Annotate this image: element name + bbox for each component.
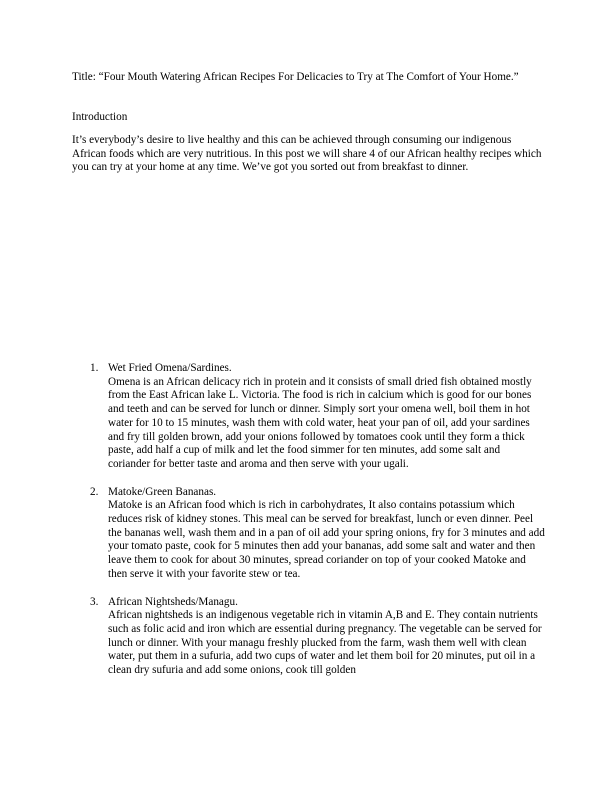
recipe-name: Matoke/Green Bananas.: [108, 485, 217, 498]
recipe-number: 2.: [90, 485, 99, 498]
recipe-description: Matoke is an African food which is rich in carbohydrates, It also contains potassium which reduces risk of kidney stones. This meal can be served for breakfast, lunch or even dinner. Peel the bananas well, wash them and in a pan of oil add your spring onions, fry for 3 minutes and add your tomato paste, cook for 5 minutes then add your bananas, add some salt and water and then leave them to cook for about 30 minutes, spread coriander on top of your cooked Matoke and then serve it with your favorite stew or tea.: [108, 499, 545, 580]
recipe-list: [90, 362, 545, 692]
recipe-item-omena: [90, 362, 545, 472]
recipe-name: African Nightsheds/Managu.: [108, 595, 238, 608]
introduction-paragraph: It’s everybody’s desire to live healthy and this can be achieved through consuming our indigenous African foods which are very nutritious. In this post we will share 4 of our African healthy recipes which you can try at your home at any time. We’ve got you sorted out from breakfast to dinner.: [72, 134, 542, 174]
recipe-description: African nightsheds is an indigenous vegetable rich in vitamin A,B and E. They contain nutrients such as folic acid and iron which are essential during pregnancy. The vegetable can be served for lunch or dinner. With your managu freshly plucked from the farm, wash them well with clean water, put them in a sufuria, add two cups of water and let them boil for 20 minutes, put oil in a clean dry sufuria and add some onions, cook till golden: [108, 609, 542, 677]
recipe-item-managu: [90, 596, 545, 678]
introduction-heading: Introduction: [72, 111, 128, 123]
recipe-description: Omena is an African delicacy rich in protein and it consists of small dried fish obtained mostly from the East African lake L. Victoria. The food is rich in calcium which is good for our bones and teeth and can be served for lunch or dinner. Simply sort your omena well, boil them in hot water for 10 to 15 minutes, wash them with cold water, heat your pan of oil, add your sardines and fry till golden brown, add your onions followed by tomatoes cook until they form a thick paste, add half a cup of milk and let the food simmer for ten minutes, add some salt and coriander for better taste and aroma and then serve with your ugali.: [108, 375, 532, 470]
recipe-number: 3.: [90, 595, 99, 608]
document-title: Title: “Four Mouth Watering African Recipes For Delicacies to Try at The Comfort of Your Home.”: [72, 71, 519, 83]
recipe-item-matoke: [90, 486, 545, 582]
recipe-name: Wet Fried Omena/Sardines.: [108, 362, 232, 374]
recipe-number: 1.: [90, 362, 99, 374]
